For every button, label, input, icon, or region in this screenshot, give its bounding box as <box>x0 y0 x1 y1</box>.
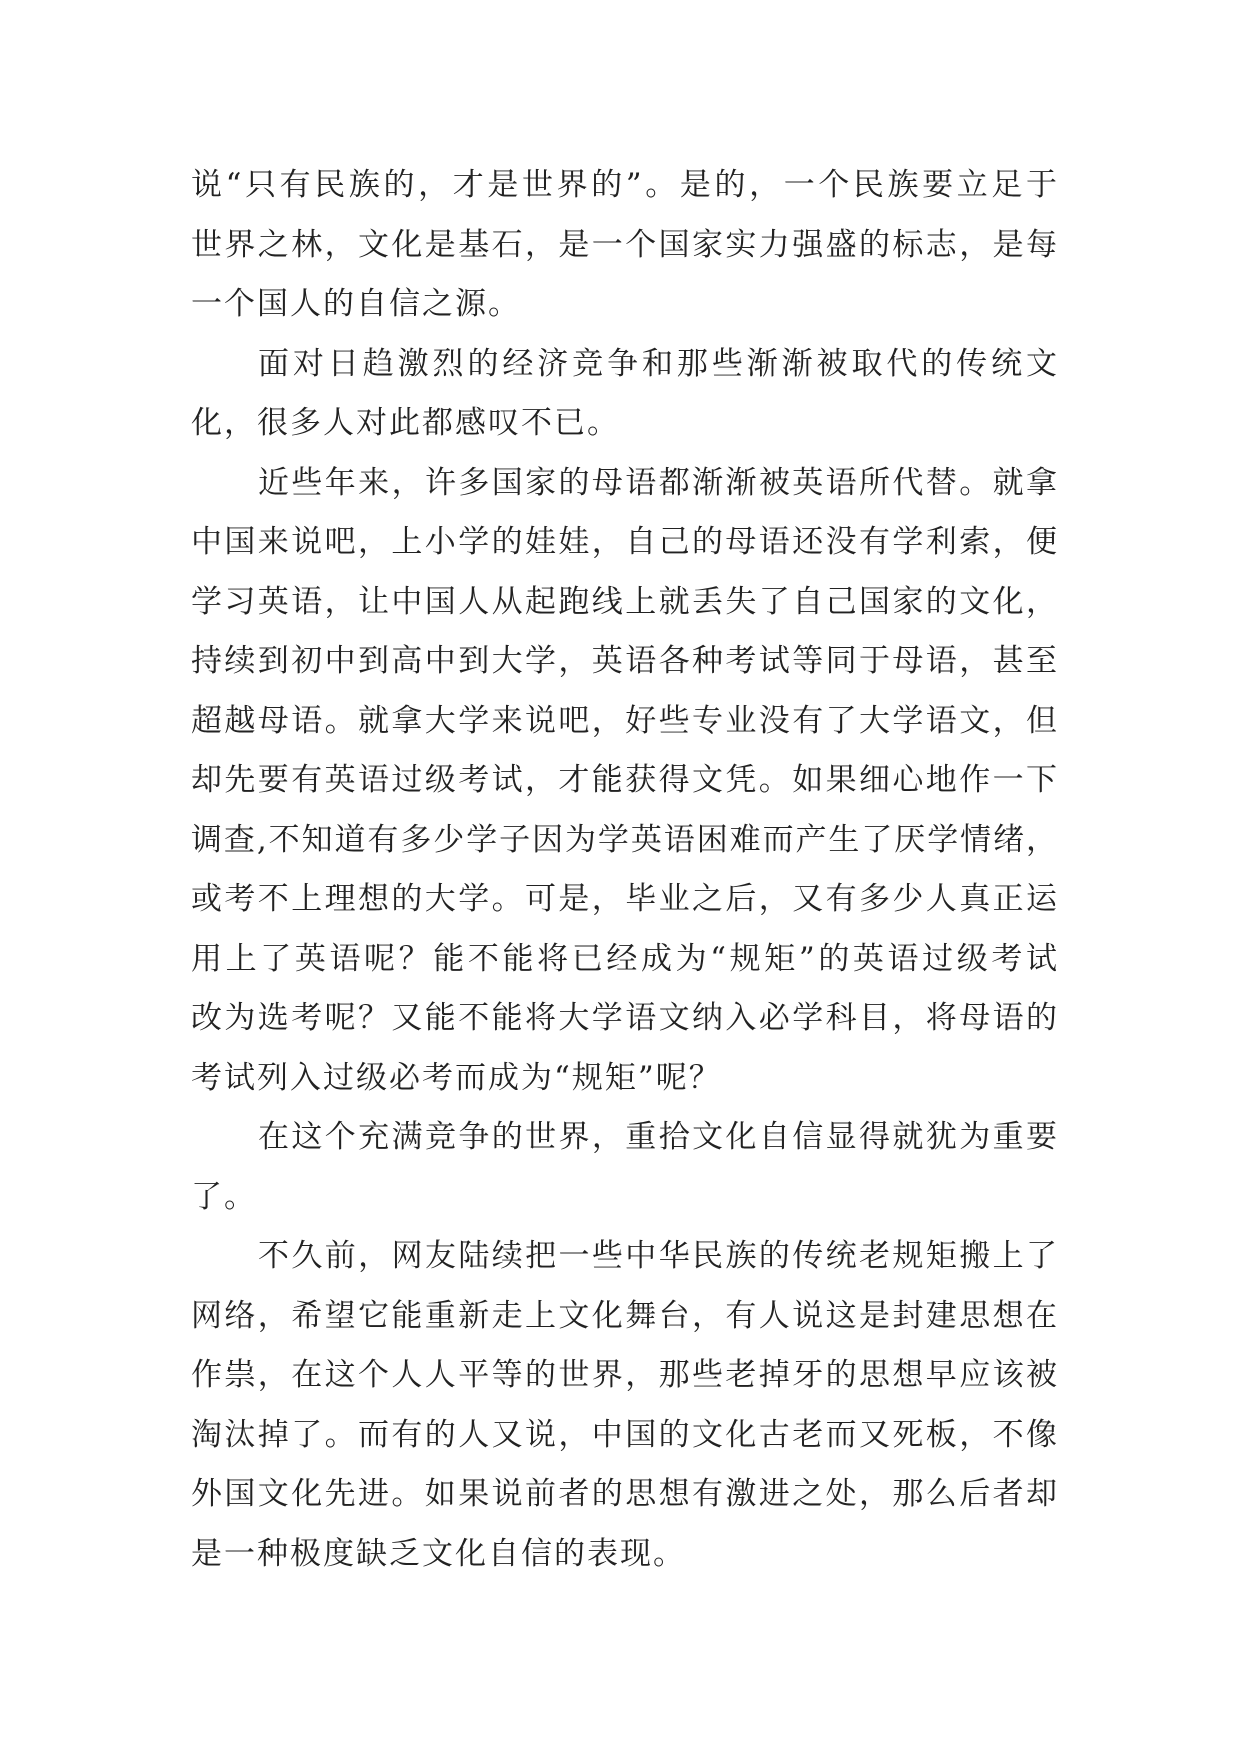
text-line: 持续到初中到高中到大学，英语各种考试等同于母语，甚至 <box>191 643 1057 679</box>
paragraph <box>191 1227 1057 1584</box>
paragraph <box>191 454 1057 1109</box>
text-line: 改为选考呢？又能不能将大学语文纳入必学科目，将母语的 <box>191 1000 1057 1036</box>
text-line: 化，很多人对此都感叹不已。 <box>191 405 620 441</box>
text-line: 调查,不知道有多少学子因为学英语困难而产生了厌学情绪， <box>191 821 1057 858</box>
text-line: 超越母语。就拿大学来说吧，好些专业没有了大学语文，但 <box>191 702 1057 739</box>
paragraph <box>191 335 1057 454</box>
text-line: 却先要有英语过级考试，才能获得文凭。如果细心地作一下 <box>191 762 1057 798</box>
text-line: 学习英语，让中国人从起跑线上就丢失了自己国家的文化， <box>191 583 1057 620</box>
text-line: 外国文化先进。如果说前者的思想有激进之处，那么后者却 <box>191 1476 1057 1512</box>
text-line: 不久前，网友陆续把一些中华民族的传统老规矩搬上了 <box>258 1238 1057 1274</box>
text-line: 网络，希望它能重新走上文化舞台，有人说这是封建思想在 <box>191 1297 1057 1334</box>
text-line: 近些年来，许多国家的母语都渐渐被英语所代替。就拿 <box>258 464 1057 501</box>
body-text <box>191 156 1057 1584</box>
text-line: 或考不上理想的大学。可是，毕业之后，又有多少人真正运 <box>191 881 1057 917</box>
text-line: 一个国人的自信之源。 <box>191 286 521 322</box>
text-line: 考试列入过级必考而成为“规矩”呢？ <box>191 1059 722 1096</box>
text-line: 世界之林，文化是基石，是一个国家实力强盛的标志，是每 <box>191 226 1057 263</box>
text-line: 用上了英语呢？能不能将已经成为“规矩”的英语过级考试 <box>191 940 1057 977</box>
text-line: 面对日趋激烈的经济竞争和那些渐渐被取代的传统文 <box>258 345 1057 382</box>
text-line: 说“只有民族的，才是世界的”。是的，一个民族要立足于 <box>191 167 1057 203</box>
text-line: 淘汰掉了。而有的人又说，中国的文化古老而又死板，不像 <box>191 1416 1057 1453</box>
paragraph <box>191 156 1057 335</box>
paragraph <box>191 1108 1057 1227</box>
text-line: 作祟，在这个人人平等的世界，那些老掉牙的思想早应该被 <box>191 1357 1057 1393</box>
text-line: 中国来说吧，上小学的娃娃，自己的母语还没有学利索，便 <box>191 524 1057 560</box>
text-line: 在这个充满竞争的世界，重拾文化自信显得就犹为重要 <box>258 1119 1057 1155</box>
text-line: 是一种极度缺乏文化自信的表现。 <box>191 1535 686 1572</box>
text-line: 了。 <box>191 1178 257 1215</box>
